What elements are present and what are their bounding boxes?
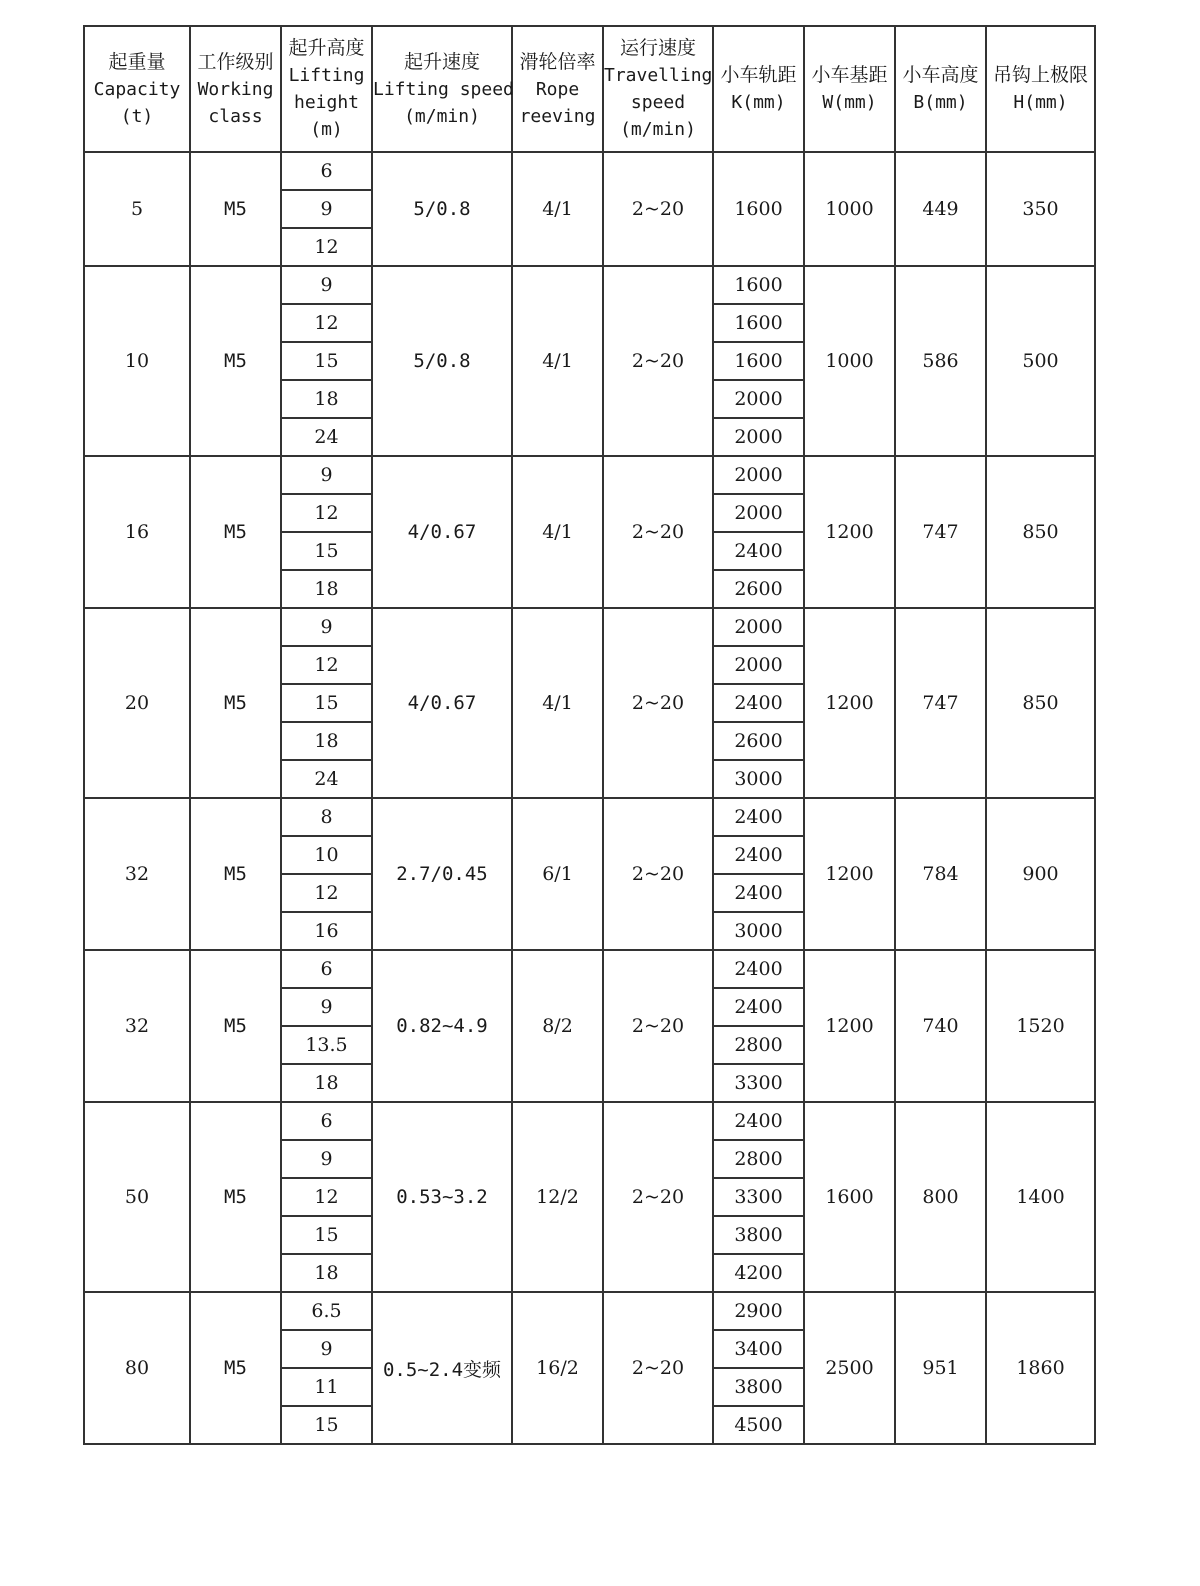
trolley-height-b-cell: 951 [895,1292,986,1444]
table-row [84,798,1095,836]
header-line: H(mm) [1013,92,1068,113]
lifting-height-cell: 9 [281,608,372,646]
header-hook-limit-h [986,26,1095,152]
lifting-speed-cell: 2.7/0.45 [372,798,512,950]
header-track-gauge-k [713,26,804,152]
track-gauge-k-cell: 3800 [713,1368,804,1406]
travelling-speed-cell: 2~20 [603,152,713,266]
track-gauge-k-cell: 2600 [713,722,804,760]
table-header [84,26,1095,152]
hook-limit-h-cell: 1400 [986,1102,1095,1292]
trolley-height-b-cell: 449 [895,152,986,266]
working-class-cell: M5 [190,1292,281,1444]
header-line: reeving [519,105,596,127]
working-class-cell: M5 [190,798,281,950]
lifting-speed-cell: 4/0.67 [372,456,512,608]
track-gauge-k-cell: 2900 [713,1292,804,1330]
working-class-cell: M5 [190,1102,281,1292]
lifting-height-cell: 15 [281,532,372,570]
track-gauge-k-cell: 3300 [713,1178,804,1216]
header-line: Working [197,78,274,100]
track-gauge-k-cell: 4500 [713,1406,804,1444]
header-line: Lifting [288,65,365,86]
lifting-speed-cell: 0.82~4.9 [372,950,512,1102]
lifting-height-cell: 12 [281,1178,372,1216]
header-line: K(mm) [731,92,786,113]
track-gauge-k-cell: 2800 [713,1026,804,1064]
rope-reeving-cell: 16/2 [512,1292,603,1444]
track-gauge-k-cell: 2000 [713,494,804,532]
header-line: speed [630,92,686,113]
table-row [84,152,1095,190]
lifting-height-cell: 15 [281,342,372,380]
travelling-speed-cell: 2~20 [603,266,713,456]
track-gauge-k-cell: 2400 [713,532,804,570]
header-line: Capacity [93,78,181,100]
header-line: B(mm) [913,92,968,113]
trolley-height-b-cell: 586 [895,266,986,456]
wheelbase-w-cell: 1000 [804,152,895,266]
header-line: (m) [310,119,343,140]
trolley-height-b-cell: 747 [895,608,986,798]
header-line: 工作级别 [197,50,274,73]
travelling-speed-cell: 2~20 [603,950,713,1102]
track-gauge-k-cell: 3300 [713,1064,804,1102]
lifting-speed-cell: 5/0.8 [372,152,512,266]
header-line: Travelling [604,65,713,86]
header-lifting-speed [372,26,512,152]
lifting-height-cell: 18 [281,570,372,608]
header-line: Rope [535,78,580,100]
lifting-speed-cell: 0.5~2.4变频 [372,1292,512,1444]
header-line: Lifting speed [373,78,514,100]
header-line: 小车轨距 [720,64,797,86]
working-class-cell: M5 [190,152,281,266]
travelling-speed-cell: 2~20 [603,798,713,950]
header-line: (t) [120,105,154,127]
travelling-speed-cell: 2~20 [603,1292,713,1444]
rope-reeving-cell: 4/1 [512,608,603,798]
wheelbase-w-cell: 1200 [804,456,895,608]
track-gauge-k-cell: 3000 [713,760,804,798]
track-gauge-k-cell: 2600 [713,570,804,608]
working-class-cell: M5 [190,266,281,456]
header-line: height [293,92,360,113]
wheelbase-w-cell: 2500 [804,1292,895,1444]
trolley-height-b-cell: 800 [895,1102,986,1292]
hook-limit-h-cell: 850 [986,456,1095,608]
track-gauge-k-cell: 3000 [713,912,804,950]
track-gauge-k-cell: 2000 [713,418,804,456]
capacity-cell: 20 [84,608,190,798]
lifting-height-cell: 9 [281,988,372,1026]
header-line: 运行速度 [619,37,696,59]
lifting-height-cell: 6 [281,950,372,988]
header-line: (m/min) [404,105,480,127]
track-gauge-k-cell: 1600 [713,152,804,266]
lifting-height-cell: 18 [281,1064,372,1102]
lifting-height-cell: 11 [281,1368,372,1406]
header-trolley-height-b [895,26,986,152]
lifting-height-cell: 9 [281,1330,372,1368]
header-lifting-height [281,26,372,152]
table-row [84,950,1095,988]
capacity-cell: 80 [84,1292,190,1444]
rope-reeving-cell: 12/2 [512,1102,603,1292]
lifting-height-cell: 18 [281,380,372,418]
track-gauge-k-cell: 2400 [713,988,804,1026]
wheelbase-w-cell: 1200 [804,798,895,950]
header-capacity [84,26,190,152]
capacity-cell: 32 [84,798,190,950]
hook-limit-h-cell: 1860 [986,1292,1095,1444]
lifting-height-cell: 18 [281,1254,372,1292]
wheelbase-w-cell: 1000 [804,266,895,456]
lifting-height-cell: 15 [281,1216,372,1254]
header-line: (m/min) [620,119,696,140]
lifting-height-cell: 18 [281,722,372,760]
lifting-height-cell: 9 [281,190,372,228]
lifting-height-cell: 24 [281,760,372,798]
track-gauge-k-cell: 2400 [713,950,804,988]
track-gauge-k-cell: 1600 [713,342,804,380]
capacity-cell: 5 [84,152,190,266]
lifting-height-cell: 13.5 [281,1026,372,1064]
rope-reeving-cell: 4/1 [512,266,603,456]
lifting-speed-cell: 5/0.8 [372,266,512,456]
header-line: 起升速度 [403,50,480,73]
lifting-speed-cell: 4/0.67 [372,608,512,798]
table-row [84,266,1095,304]
lifting-height-cell: 6.5 [281,1292,372,1330]
lifting-height-cell: 9 [281,1140,372,1178]
track-gauge-k-cell: 1600 [713,304,804,342]
trolley-height-b-cell: 740 [895,950,986,1102]
track-gauge-k-cell: 2000 [713,646,804,684]
track-gauge-k-cell: 3400 [713,1330,804,1368]
capacity-cell: 16 [84,456,190,608]
lifting-height-cell: 12 [281,304,372,342]
track-gauge-k-cell: 3800 [713,1216,804,1254]
header-working-class [190,26,281,152]
lifting-height-cell: 15 [281,684,372,722]
lifting-height-cell: 12 [281,494,372,532]
working-class-cell: M5 [190,950,281,1102]
lifting-height-cell: 12 [281,646,372,684]
rope-reeving-cell: 6/1 [512,798,603,950]
track-gauge-k-cell: 4200 [713,1254,804,1292]
travelling-speed-cell: 2~20 [603,608,713,798]
table-row [84,1102,1095,1140]
header-line: 起升高度 [288,37,365,59]
lifting-height-cell: 15 [281,1406,372,1444]
track-gauge-k-cell: 2000 [713,380,804,418]
header-travelling-speed [603,26,713,152]
capacity-cell: 50 [84,1102,190,1292]
track-gauge-k-cell: 1600 [713,266,804,304]
header-line: 小车高度 [902,64,979,86]
header-line: 滑轮倍率 [519,50,596,73]
crane-spec-table [83,25,1096,1445]
table-row [84,608,1095,646]
wheelbase-w-cell: 1200 [804,608,895,798]
hook-limit-h-cell: 850 [986,608,1095,798]
header-line: class [208,105,263,127]
track-gauge-k-cell: 2400 [713,836,804,874]
hook-limit-h-cell: 350 [986,152,1095,266]
hook-limit-h-cell: 500 [986,266,1095,456]
table-row [84,456,1095,494]
rope-reeving-cell: 4/1 [512,456,603,608]
header-row [84,26,1095,152]
rope-reeving-cell: 8/2 [512,950,603,1102]
table-body [84,152,1095,1444]
track-gauge-k-cell: 2400 [713,1102,804,1140]
lifting-height-cell: 12 [281,228,372,266]
working-class-cell: M5 [190,456,281,608]
rope-reeving-cell: 4/1 [512,152,603,266]
hook-limit-h-cell: 900 [986,798,1095,950]
header-wheelbase-w [804,26,895,152]
header-line: 吊钩上极限 [992,64,1088,86]
header-line: 小车基距 [811,64,888,86]
wheelbase-w-cell: 1600 [804,1102,895,1292]
track-gauge-k-cell: 2400 [713,874,804,912]
header-rope-reeving [512,26,603,152]
track-gauge-k-cell: 2000 [713,456,804,494]
wheelbase-w-cell: 1200 [804,950,895,1102]
trolley-height-b-cell: 784 [895,798,986,950]
lifting-height-cell: 24 [281,418,372,456]
lifting-height-cell: 9 [281,266,372,304]
lifting-height-cell: 6 [281,1102,372,1140]
track-gauge-k-cell: 2400 [713,798,804,836]
track-gauge-k-cell: 2400 [713,684,804,722]
lifting-height-cell: 6 [281,152,372,190]
capacity-cell: 10 [84,266,190,456]
travelling-speed-cell: 2~20 [603,456,713,608]
working-class-cell: M5 [190,608,281,798]
hook-limit-h-cell: 1520 [986,950,1095,1102]
table-row [84,1292,1095,1330]
lifting-height-cell: 10 [281,836,372,874]
lifting-speed-cell: 0.53~3.2 [372,1102,512,1292]
track-gauge-k-cell: 2000 [713,608,804,646]
lifting-height-cell: 9 [281,456,372,494]
capacity-cell: 32 [84,950,190,1102]
lifting-height-cell: 12 [281,874,372,912]
trolley-height-b-cell: 747 [895,456,986,608]
lifting-height-cell: 16 [281,912,372,950]
lifting-height-cell: 8 [281,798,372,836]
track-gauge-k-cell: 2800 [713,1140,804,1178]
header-line: 起重量 [108,50,166,73]
header-line: W(mm) [822,92,877,113]
travelling-speed-cell: 2~20 [603,1102,713,1292]
